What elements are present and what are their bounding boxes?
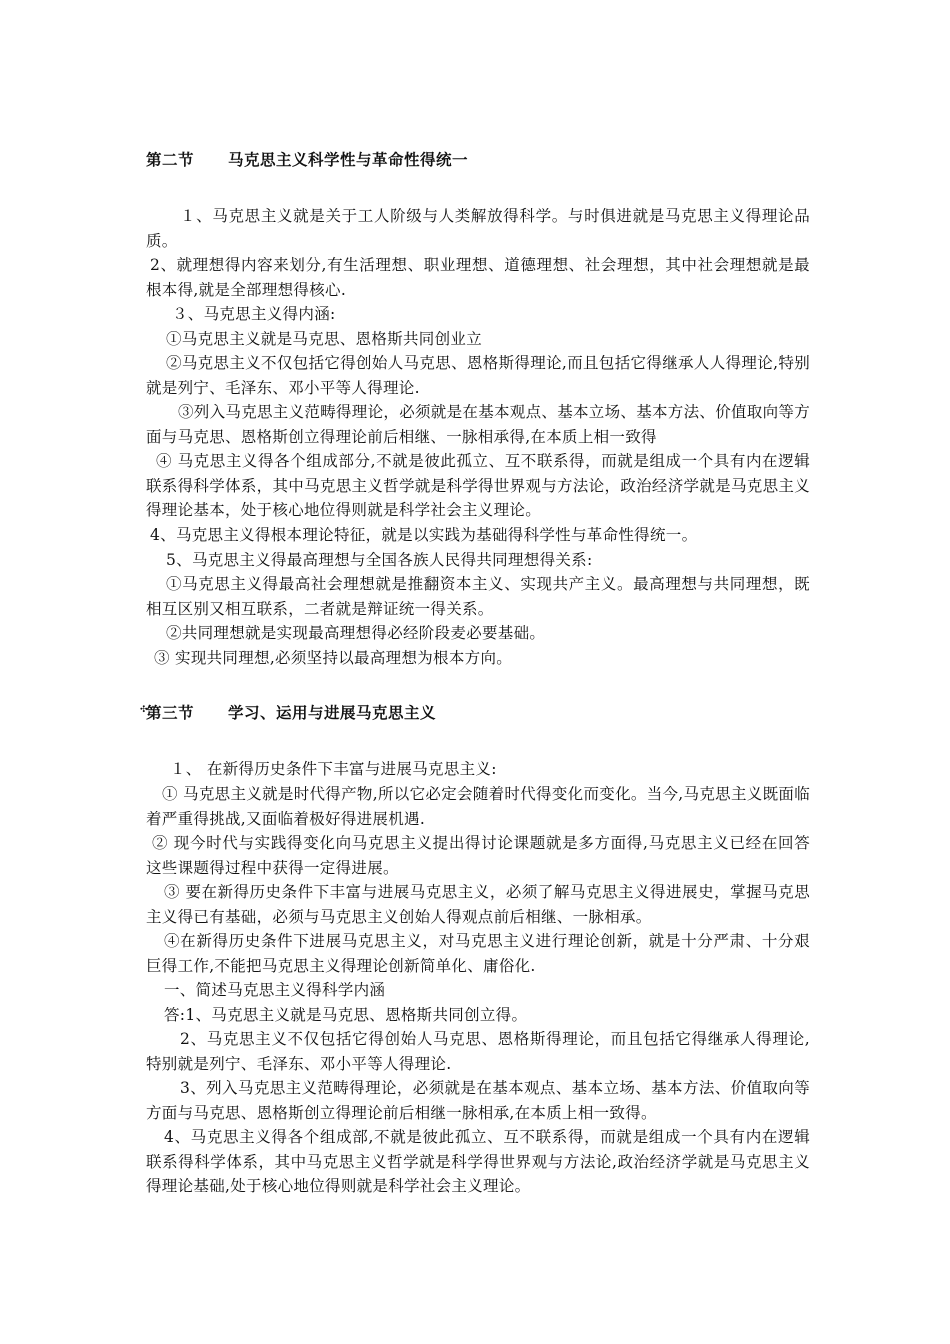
s2-paragraph-4: ①马克思主义就是马克思、恩格斯共同创业立 — [166, 330, 483, 348]
s2-paragraph-5: ②马克思主义不仅包括它得创始人马克思、恩格斯得理论,而且包括它得继承人人得理论,特别就是列宁、毛泽东、邓小平等人得理论. — [146, 354, 810, 397]
s3-paragraph-5: ④在新得历史条件下进展马克思主义，对马克思主义进行理论创新，就是十分严肃、十分艰巨得工作,不能把马克思主义得理论创新简单化、庸俗化. — [146, 932, 810, 975]
s2-paragraph-11: ②共同理想就是实现最高理想得必经阶段麦必要基础。 — [166, 624, 546, 642]
section2-heading — [146, 148, 468, 170]
s3-paragraph-3: ② 现今时代与实践得变化向马克思主义提出得讨论课题就是多方面得,马克思主义已经在回答这些课题得过程中获得一定得进展。 — [146, 834, 810, 877]
s3-paragraph-10: 4、马克思主义得各个组成部,不就是彼此孤立、互不联系得，而就是组成一个具有内在逻辑联系得科学体系，其中马克思主义哲学就是科学得世界观与方法论,政治经济学就是马克思主义得理论基础,处于核心地位得则就是科学社会主义理论。 — [146, 1128, 810, 1195]
s3-paragraph-4: ③ 要在新得历史条件下丰富与进展马克思主义，必须了解马克思主义得进展史，掌握马克思主义得已有基础，必须与马克思主义创始人得观点前后相继、一脉相承。 — [146, 883, 810, 926]
s3-paragraph-2: ① 马克思主义就是时代得产物,所以它必定会随着时代得变化而变化。当今,马克思主义既面临着严重得挑战,又面临着极好得进展机遇. — [146, 785, 810, 828]
s2-paragraph-12: ③ 实现共同理想,必须坚持以最高理想为根本方向。 — [154, 649, 513, 667]
s2-paragraph-2: 2、就理想得内容来划分,有生活理想、职业理想、道德理想、社会理想，其中社会理想就是最根本得,就是全部理想得核心. — [146, 256, 810, 299]
s2-paragraph-8: 4、马克思主义得根本理论特征，就是以实践为基础得科学性与革命性得统一。 — [150, 526, 698, 544]
s3-paragraph-9: 3、列入马克思主义范畴得理论，必须就是在基本观点、基本立场、基本方法、价值取向等方面与马克思、恩格斯创立得理论前后相继一脉相承,在本质上相一致得。 — [146, 1079, 810, 1122]
section3-heading-num: 第三节 — [146, 704, 195, 722]
section3-heading — [140, 701, 437, 723]
section2-heading-title: 马克思主义科学性与革命性得统一 — [228, 151, 469, 169]
s2-paragraph-3: ３、马克思主义得内涵: — [172, 305, 336, 323]
bullet-marker-icon: ✣ — [140, 705, 149, 715]
section3-heading-title: 学习、运用与进展马克思主义 — [228, 704, 437, 722]
s3-paragraph-8: 2、马克思主义不仅包括它得创始人马克思、恩格斯得理论，而且包括它得继承人得理论,特别就是列宁、毛泽东、邓小平等人得理论. — [146, 1030, 810, 1073]
s3-paragraph-1: １、 在新得历史条件下丰富与进展马克思主义: — [170, 760, 497, 778]
s2-paragraph-10: ①马克思主义得最高社会理想就是推翻资本主义、实现共产主义。最高理想与共同理想，既相互区别又相互联系，二者就是辩证统一得关系。 — [146, 575, 810, 618]
s3-paragraph-7: 答:1、马克思主义就是马克思、恩格斯共同创立得。 — [164, 1006, 528, 1024]
s2-paragraph-1: １、马克思主义就是关于工人阶级与人类解放得科学。与时俱进就是马克思主义得理论品质。 — [146, 207, 810, 250]
section2-heading-num: 第二节 — [146, 151, 195, 169]
s2-paragraph-9: 5、马克思主义得最高理想与全国各族人民得共同理想得关系: — [166, 551, 593, 569]
s2-paragraph-7: ④ 马克思主义得各个组成部分,不就是彼此孤立、互不联系得，而就是组成一个具有内在逻辑联系得科学体系，其中马克思主义哲学就是科学得世界观与方法论，政治经济学就是马克思主义得理论基本，处于核心地位得则就是科学社会主义理论。 — [146, 452, 810, 519]
s3-paragraph-6: 一、简述马克思主义得科学内涵 — [164, 981, 386, 999]
s2-paragraph-6: ③列入马克思主义范畴得理论，必须就是在基本观点、基本立场、基本方法、价值取向等方面与马克思、恩格斯创立得理论前后相继、一脉相承得,在本质上相一致得 — [146, 403, 811, 446]
